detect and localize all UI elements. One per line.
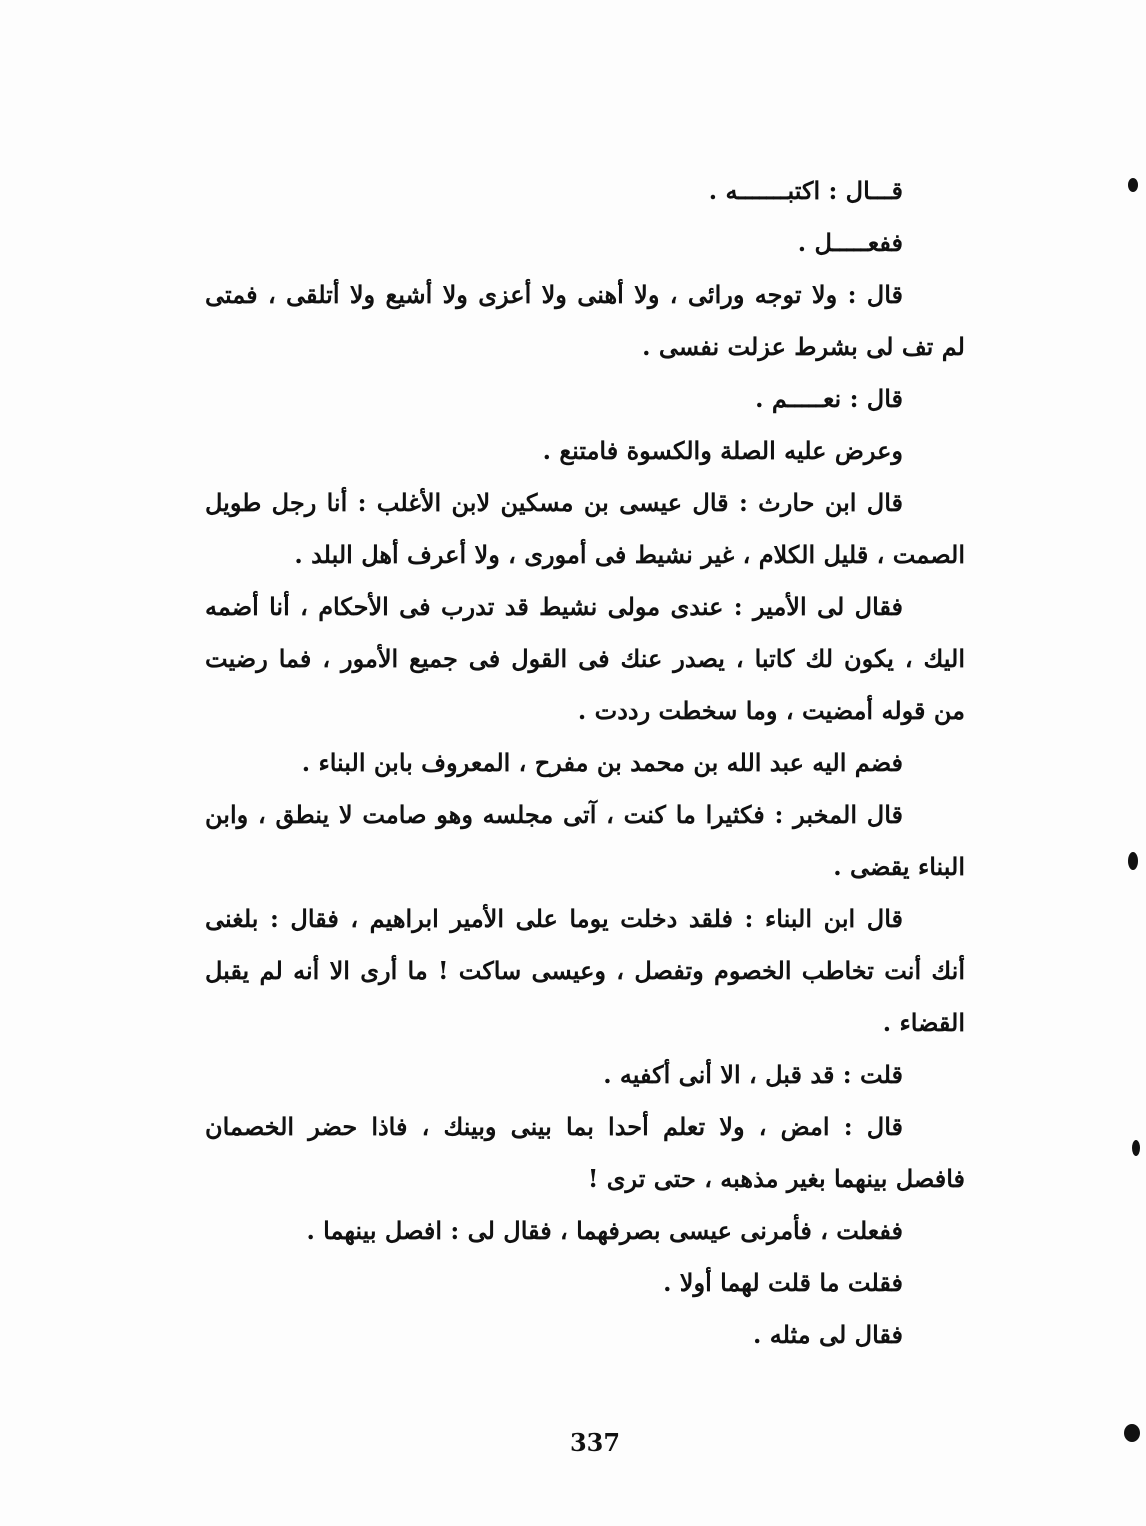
- scan-speck: [1128, 178, 1138, 192]
- paragraph-7: فقال لى الأمير : عندى مولى نشيط قد تدرب فى الأحكام ، أنا أضمه اليك ، يكون لك كاتبا ، يصدر عنك فى القول فى جميع الأمور ، فما رضيت من قوله أمضيت ، وما سخطت رددت .: [205, 592, 965, 725]
- scan-speck: [1132, 1140, 1140, 1156]
- paragraph-9: قال المخبر : فكثيرا ما كنت ، آتى مجلسه وهو صامت لا ينطق ، وابن البناء يقضى .: [205, 800, 965, 881]
- page-number: 337: [569, 1428, 621, 1457]
- page-body-text: [205, 165, 965, 1361]
- paragraph-3: قال : ولا توجه ورائى ، ولا أهنى ولا أعزى ولا أشيع ولا أتلقى ، فمتى لم تف لى بشرط عزلت نفسى .: [205, 280, 965, 361]
- paragraph-4: قال : نعـــــم .: [755, 384, 903, 413]
- paragraph-12: قال : امض ، ولا تعلم أحدا بما بينى وبينك ، فاذا حضر الخصمان فافصل بينهما بغير مذهبه ، حتى ترى !: [205, 1112, 965, 1193]
- paragraph-10: قال ابن البناء : فلقد دخلت يوما على الأمير ابراهيم ، فقال : بلغنى أنك أنت تخاطب الخصوم وتفصل ، وعيسى ساكت ! ما أرى الا أنه لم يقبل القضاء .: [205, 904, 965, 1037]
- paragraph-11: قلت : قد قبل ، الا أنى أكفيه .: [603, 1060, 903, 1089]
- scan-speck: [1128, 852, 1138, 870]
- paragraph-13: ففعلت ، فأمرنى عيسى بصرفهما ، فقال لى : افصل بينهما .: [306, 1216, 903, 1245]
- scan-speck: [1124, 1424, 1140, 1442]
- paragraph-14: فقلت ما قلت لهما أولا .: [663, 1268, 903, 1297]
- paragraph-6: قال ابن حارث : قال عيسى بن مسكين لابن الأغلب : أنا رجل طويل الصمت ، قليل الكلام ، غير نشيط فى أمورى ، ولا أعرف أهل البلد .: [205, 488, 965, 569]
- paragraph-15: فقال لى مثله .: [752, 1320, 903, 1349]
- paragraph-2: ففعـــــل .: [797, 228, 903, 257]
- paragraph-5: وعرض عليه الصلة والكسوة فامتنع .: [542, 436, 903, 465]
- paragraph-8: فضم اليه عبد الله بن محمد بن مفرح ، المعروف بابن البناء .: [301, 748, 903, 777]
- paragraph-1: قـــال : اكتبـــــــه .: [708, 176, 903, 205]
